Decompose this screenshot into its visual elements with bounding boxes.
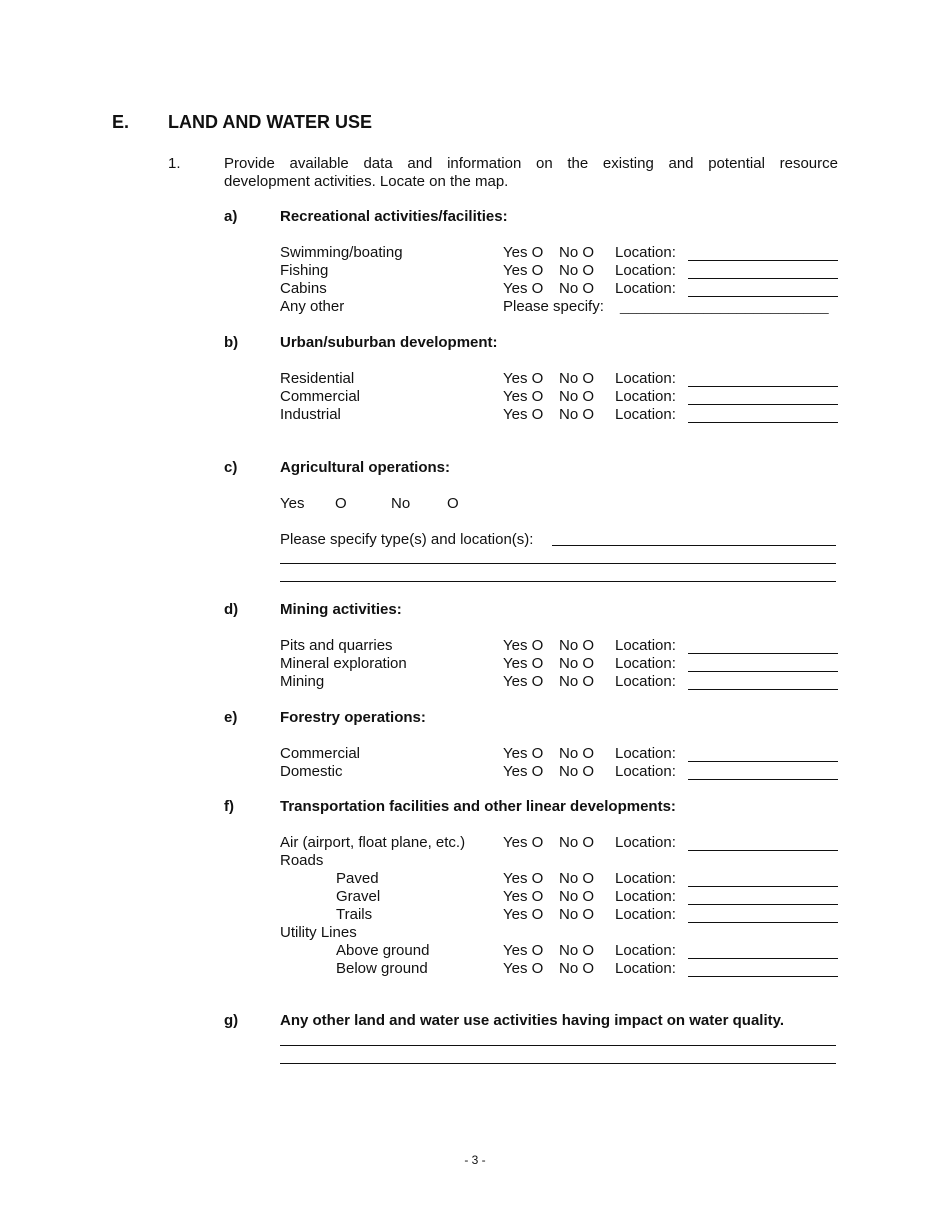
location-label: Location:	[615, 942, 676, 959]
agri-specify-line-2[interactable]	[280, 563, 836, 564]
no-option[interactable]: No O	[559, 262, 595, 279]
yes-option[interactable]: Yes O	[503, 942, 544, 959]
section-a-letter: a)	[224, 208, 238, 225]
agri-yes-circle[interactable]: O	[335, 495, 347, 512]
other-activities-line-2[interactable]	[280, 1063, 836, 1064]
no-option[interactable]: No O	[559, 673, 595, 690]
location-label: Location:	[615, 370, 676, 387]
row-label: Paved	[336, 870, 379, 887]
location-label: Location:	[615, 906, 676, 923]
section-letter: E.	[112, 112, 130, 132]
roads-heading: Roads	[280, 852, 324, 869]
no-option[interactable]: No O	[559, 280, 595, 297]
agri-specify-line-3[interactable]	[280, 581, 836, 582]
no-option[interactable]: No O	[559, 637, 595, 654]
location-label: Location:	[615, 960, 676, 977]
location-field[interactable]	[688, 886, 838, 887]
location-field[interactable]	[688, 278, 838, 279]
yes-option[interactable]: Yes O	[503, 370, 544, 387]
section-title: LAND AND WATER USE	[168, 112, 372, 132]
location-field[interactable]	[688, 671, 838, 672]
no-option[interactable]: No O	[559, 370, 595, 387]
row-label: Gravel	[336, 888, 381, 905]
location-label: Location:	[615, 655, 676, 672]
location-field[interactable]	[688, 422, 838, 423]
location-field[interactable]	[688, 850, 838, 851]
section-d-letter: d)	[224, 601, 239, 618]
no-option[interactable]: No O	[559, 834, 595, 851]
yes-option[interactable]: Yes O	[503, 888, 544, 905]
other-activities-line-1[interactable]	[280, 1045, 836, 1046]
no-option[interactable]: No O	[559, 655, 595, 672]
location-field[interactable]	[688, 922, 838, 923]
yes-option[interactable]: Yes O	[503, 637, 544, 654]
section-e-title: Forestry operations:	[280, 709, 426, 726]
section-g-letter: g)	[224, 1012, 239, 1029]
no-option[interactable]: No O	[559, 906, 595, 923]
section-c-letter: c)	[224, 459, 238, 476]
location-field[interactable]	[688, 904, 838, 905]
location-label: Location:	[615, 406, 676, 423]
section-b-title: Urban/suburban development:	[280, 334, 498, 351]
row-label: Below ground	[336, 960, 428, 977]
yes-option[interactable]: Yes O	[503, 244, 544, 261]
row-label: Residential	[280, 370, 355, 387]
section-d-title: Mining activities:	[280, 601, 402, 618]
item-number: 1.	[168, 155, 181, 172]
no-option[interactable]: No O	[559, 942, 595, 959]
yes-option[interactable]: Yes O	[503, 763, 544, 780]
intro-line-1: Provide available data and information on the existing and potential resource	[224, 155, 838, 172]
yes-option[interactable]: Yes O	[503, 262, 544, 279]
location-label: Location:	[615, 262, 676, 279]
location-field[interactable]	[688, 404, 838, 405]
row-label: Industrial	[280, 406, 341, 423]
location-label: Location:	[615, 673, 676, 690]
yes-option[interactable]: Yes O	[503, 280, 544, 297]
no-option[interactable]: No O	[559, 244, 595, 261]
yes-option[interactable]: Yes O	[503, 388, 544, 405]
location-field[interactable]	[688, 260, 838, 261]
location-field[interactable]	[688, 779, 838, 780]
agri-no-label: No	[391, 495, 411, 512]
location-field[interactable]	[688, 386, 838, 387]
section-e-letter: e)	[224, 709, 238, 726]
location-field[interactable]	[688, 958, 838, 959]
location-label: Location:	[615, 888, 676, 905]
no-option[interactable]: No O	[559, 888, 595, 905]
location-label: Location:	[615, 637, 676, 654]
yes-option[interactable]: Yes O	[503, 906, 544, 923]
utility-heading: Utility Lines	[280, 924, 357, 941]
row-label: Pits and quarries	[280, 637, 393, 654]
row-label: Air (airport, float plane, etc.)	[280, 834, 466, 851]
agri-no-circle[interactable]: O	[447, 495, 459, 512]
section-f-letter: f)	[224, 798, 234, 815]
row-label: Domestic	[280, 763, 343, 780]
location-label: Location:	[615, 280, 676, 297]
yes-option[interactable]: Yes O	[503, 673, 544, 690]
yes-option[interactable]: Yes O	[503, 655, 544, 672]
row-label: Swimming/boating	[280, 244, 403, 261]
section-f-title: Transportation facilities and other linear developments:	[280, 798, 676, 815]
location-field[interactable]	[688, 653, 838, 654]
row-label: Trails	[336, 906, 373, 923]
please-specify-label: Please specify:	[503, 298, 604, 315]
section-a-title: Recreational activities/facilities:	[280, 208, 508, 225]
no-option[interactable]: No O	[559, 406, 595, 423]
row-label: Mineral exploration	[280, 655, 407, 672]
no-option[interactable]: No O	[559, 763, 595, 780]
agri-specify-field[interactable]	[552, 545, 836, 546]
section-g-title: Any other land and water use activities having impact on water quality.	[280, 1012, 785, 1029]
agri-specify-label: Please specify type(s) and location(s):	[280, 531, 534, 548]
yes-option[interactable]: Yes O	[503, 834, 544, 851]
please-specify-field[interactable]: _________________________	[620, 298, 829, 315]
row-label: Cabins	[280, 280, 327, 297]
location-field[interactable]	[688, 689, 838, 690]
page-number: - 3 -	[464, 1153, 486, 1167]
no-option[interactable]: No O	[559, 960, 595, 977]
row-label: Fishing	[280, 262, 329, 279]
location-label: Location:	[615, 244, 676, 261]
agri-yes-label: Yes	[280, 495, 305, 512]
no-option[interactable]: No O	[559, 388, 595, 405]
row-label: Above ground	[336, 942, 430, 959]
location-label: Location:	[615, 834, 676, 851]
yes-option[interactable]: Yes O	[503, 870, 544, 887]
location-field[interactable]	[688, 296, 838, 297]
row-label: Any other	[280, 298, 345, 315]
location-label: Location:	[615, 763, 676, 780]
row-label: Mining	[280, 673, 325, 690]
yes-option[interactable]: Yes O	[503, 406, 544, 423]
yes-option[interactable]: Yes O	[503, 745, 544, 762]
yes-option[interactable]: Yes O	[503, 960, 544, 977]
location-label: Location:	[615, 870, 676, 887]
no-option[interactable]: No O	[559, 870, 595, 887]
no-option[interactable]: No O	[559, 745, 595, 762]
row-label: Commercial	[280, 745, 361, 762]
intro-line-2: development activities. Locate on the map.	[224, 173, 509, 190]
section-b-letter: b)	[224, 334, 239, 351]
location-field[interactable]	[688, 761, 838, 762]
location-field[interactable]	[688, 976, 838, 977]
row-label: Commercial	[280, 388, 361, 405]
intro-paragraph	[224, 155, 838, 191]
location-label: Location:	[615, 388, 676, 405]
section-c-title: Agricultural operations:	[280, 459, 451, 476]
location-label: Location:	[615, 745, 676, 762]
